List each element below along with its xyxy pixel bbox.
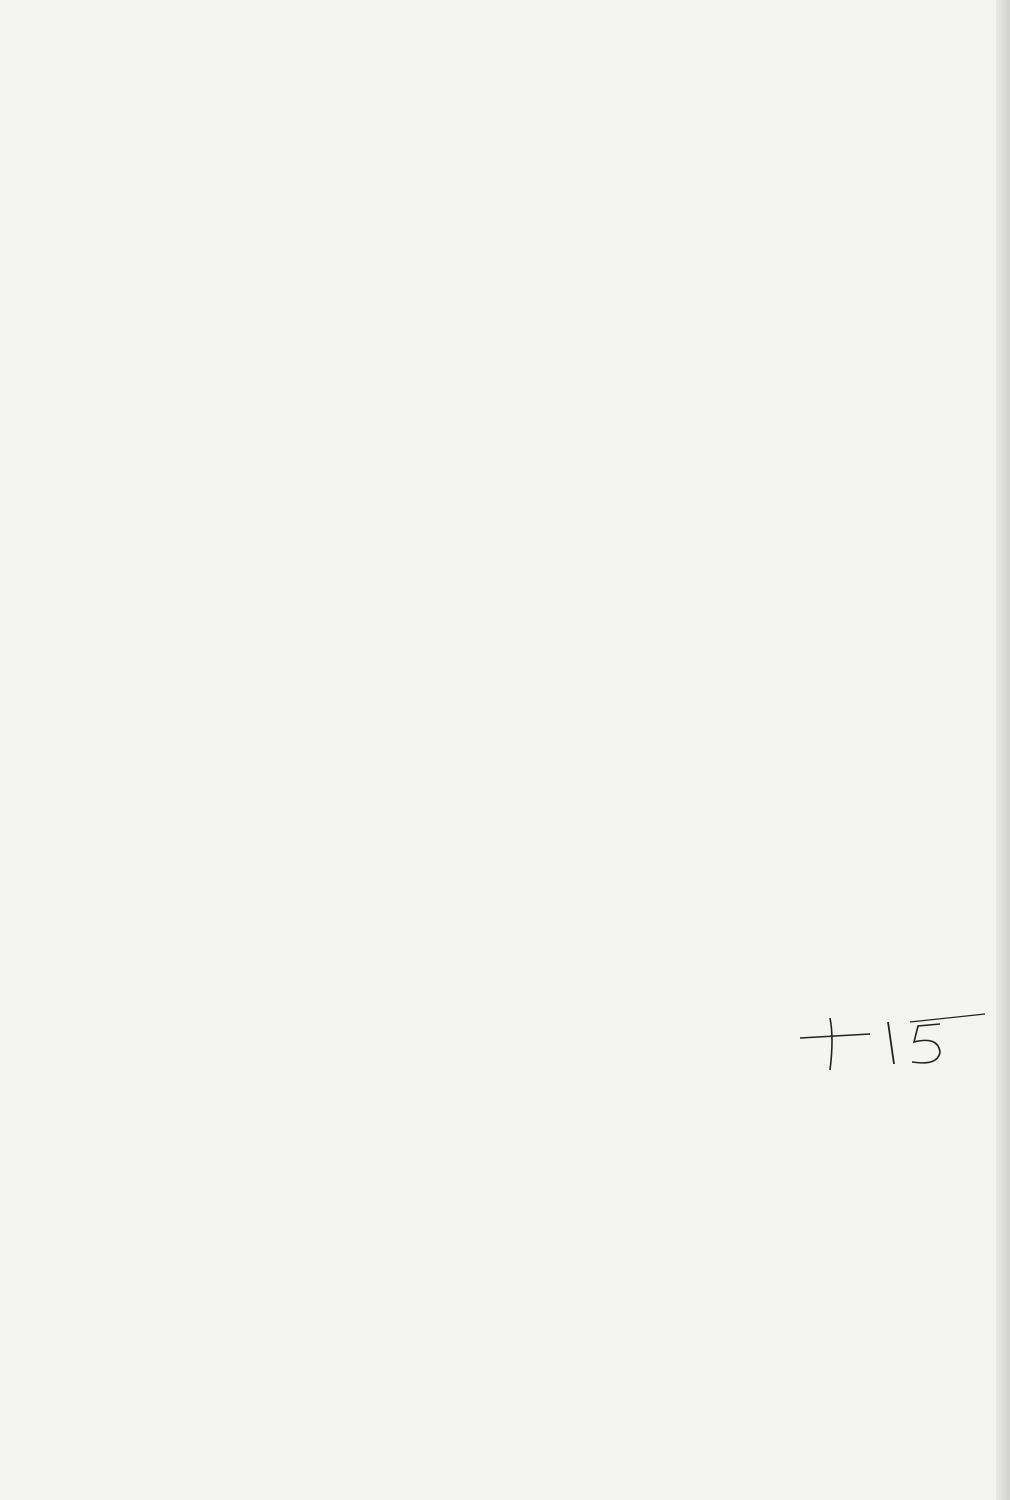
page-edge-shadow <box>996 0 1010 1500</box>
handwritten-mark <box>790 1008 990 1078</box>
